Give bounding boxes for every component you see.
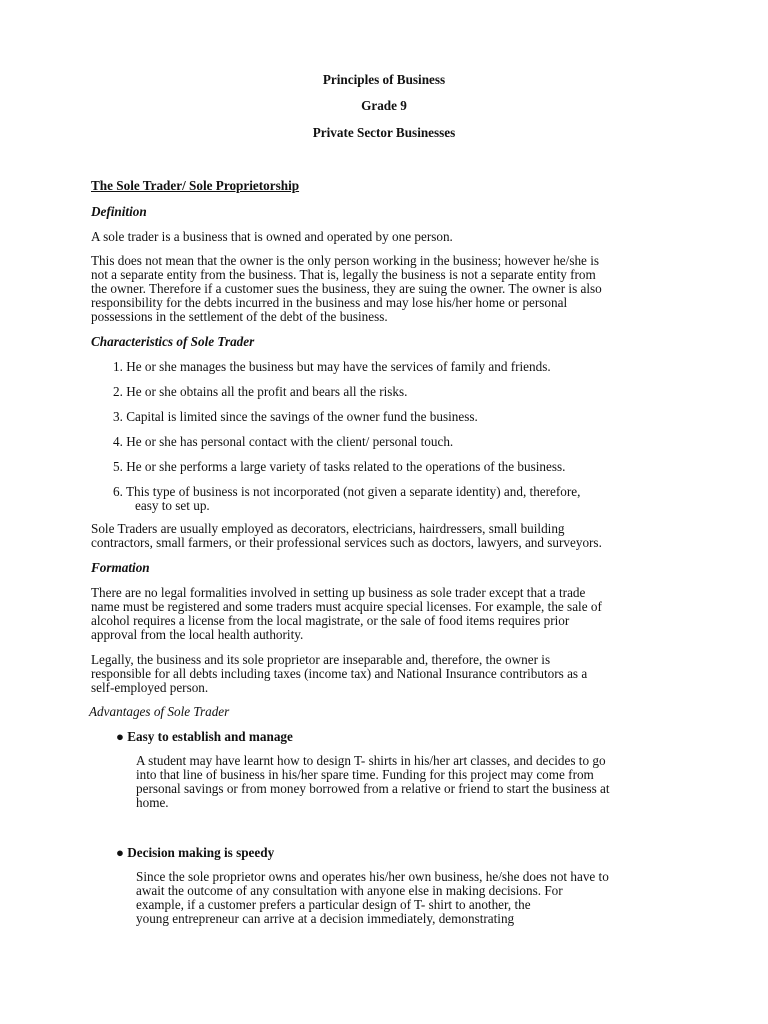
- advantage-title: ● Decision making is speedy: [116, 845, 275, 860]
- document-title: Principles of Business: [322, 72, 446, 87]
- section-title: The Sole Trader/ Sole Proprietorship: [91, 178, 300, 193]
- paragraph-line: A student may have learnt how to design T- shirts in his/her art classes, and decides to go: [136, 753, 606, 768]
- list-item: 2. He or she obtains all the profit and bears all the risks.: [113, 384, 408, 399]
- paragraph-line: young entrepreneur can arrive at a decision immediately, demonstrating: [136, 911, 515, 926]
- paragraph-line: Legally, the business and its sole proprietor are inseparable and, therefore, the owner is: [91, 652, 551, 667]
- advantage-paragraph: [136, 870, 696, 926]
- paragraph-line: not a separate entity from the business. That is, legally the business is not a separate entity from: [91, 267, 596, 282]
- definition-heading: Definition: [91, 204, 147, 219]
- paragraph-line: This does not mean that the owner is the only person working in the business; however he/she is: [91, 253, 599, 268]
- list-item: 1. He or she manages the business but may have the services of family and friends.: [113, 359, 551, 374]
- paragraph-line: into that line of business in his/her spare time. Funding for this project may come from: [136, 767, 594, 782]
- list-item-continuation: easy to set up.: [135, 498, 210, 513]
- list-item: 4. He or she has personal contact with the client/ personal touch.: [113, 434, 454, 449]
- paragraph-line: Sole Traders are usually employed as decorators, electricians, hairdressers, small building: [91, 521, 565, 536]
- advantages-heading: Advantages of Sole Trader: [89, 704, 230, 719]
- paragraph-line: await the outcome of any consultation with anyone else in making decisions. For: [136, 883, 563, 898]
- formation-paragraph-1: [91, 586, 681, 642]
- formation-paragraph-2: [91, 653, 681, 695]
- paragraph-line: example, if a customer prefers a particular design of T- shirt to another, the: [136, 897, 531, 912]
- employment-paragraph: [91, 522, 681, 550]
- definition-text: A sole trader is a business that is owned and operated by one person.: [91, 229, 453, 244]
- list-item: 6. This type of business is not incorporated (not given a separate identity) and, therefore,: [113, 484, 581, 499]
- paragraph-line: responsibility for the debts incurred in the business and may lose his/her home or personal: [91, 295, 568, 310]
- grade-label: Grade 9: [361, 98, 407, 113]
- explanation-paragraph: [91, 254, 681, 324]
- paragraph-line: home.: [136, 795, 169, 810]
- paragraph-line: responsible for all debts including taxes (income tax) and National Insurance contributors as a: [91, 666, 588, 681]
- characteristics-heading: Characteristics of Sole Trader: [91, 334, 255, 349]
- paragraph-line: There are no legal formalities involved in setting up business as sole trader except that a trade: [91, 585, 586, 600]
- advantage-title: ● Easy to establish and manage: [116, 729, 293, 744]
- paragraph-line: alcohol requires a license from the local magistrate, or the sale of food items requires prior: [91, 613, 570, 628]
- paragraph-line: self-employed person.: [91, 680, 209, 695]
- formation-heading: Formation: [91, 560, 150, 575]
- list-item: 5. He or she performs a large variety of tasks related to the operations of the business.: [113, 459, 566, 474]
- paragraph-line: contractors, small farmers, or their professional services such as doctors, lawyers, and surveyors.: [91, 535, 602, 550]
- document-subtitle: Private Sector Businesses: [312, 125, 456, 140]
- paragraph-line: the owner. Therefore if a customer sues the business, they are suing the owner. The owner is also: [91, 281, 602, 296]
- advantage-paragraph: [136, 754, 696, 810]
- paragraph-line: Since the sole proprietor owns and operates his/her own business, he/she does not have to: [136, 869, 609, 884]
- paragraph-line: name must be registered and some traders must acquire special licenses. For example, the sale of: [91, 599, 602, 614]
- paragraph-line: approval from the local health authority.: [91, 627, 304, 642]
- list-item: 3. Capital is limited since the savings of the owner fund the business.: [113, 409, 478, 424]
- paragraph-line: personal savings or from money borrowed from a relative or friend to start the business at: [136, 781, 610, 796]
- paragraph-line: possessions in the settlement of the debt of the business.: [91, 309, 388, 324]
